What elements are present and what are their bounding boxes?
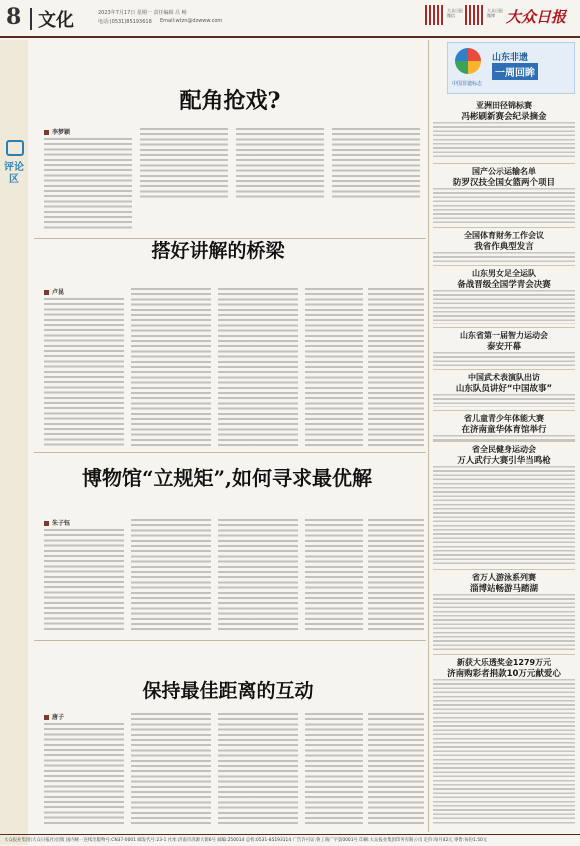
banner-subtitle: 一周回眸 [492,63,538,80]
byline-marker-icon [44,521,49,526]
news-divider [433,265,575,266]
news-subtitle: 淄博站畅游马踏湖 [469,584,538,594]
page-footer: 大众报业集团(大众日报社)出版 国内统一连续出版物号:CN37-0001 邮发代号:23-1 社址:济南市泺源大街6号 邮编:250014 总机:0531-85193114 广告许可证:鲁工商广字第0001号 印刷:大众报业集团印务有限公司 定价:每月42元 零售:每份1.50元 [0,834,580,846]
news-divider [433,163,575,164]
article-body-text [368,519,424,633]
article-byline [44,127,70,136]
news-subtitle: 备战晋级全国学青会决赛 [457,280,551,290]
article-body-text [44,298,124,446]
author-name: 李梦颖 [52,129,71,136]
page-header [0,0,580,38]
news-title: 省儿童青少年体能大赛 [464,414,544,423]
news-title: 新获大乐透奖金1279万元 [456,658,552,667]
column-divider [428,40,429,832]
news-subtitle: 山东队员讲好“中国故事” [455,384,553,394]
article-byline [44,287,64,296]
sidebar-label: 评论区 [4,162,24,185]
article-byline [44,712,64,721]
article-body-text [305,519,363,633]
news-body-text [433,188,575,224]
left-sidebar [0,40,28,845]
news-title: 亚洲田径锦标赛 [476,101,532,110]
section-title: 文化 [38,10,74,31]
qr-label-wechat: 大众日报微信 [447,8,463,18]
news-body-text [433,352,575,366]
byline-marker-icon [44,290,49,295]
news-body-text [433,594,575,651]
news-title: 中国武术表演队出访 [468,373,540,382]
news-divider [433,441,575,442]
author-name: 卢昆 [52,289,65,296]
news-body-text [433,466,575,566]
wechat-qr-icon [425,5,445,25]
article-body-text [131,713,211,827]
date-line: 2023年7月17日 星期一 责任编辑 吕 畅 [98,10,187,16]
article-body-text [131,288,211,446]
news-title: 山东省第一届智力运动会 [460,331,548,340]
article-body-text [236,128,324,200]
phone-line: 电话:(0531)85193618 [98,19,152,25]
news-subtitle: 我省作典型发言 [474,242,534,252]
email-line: Email:wtzn@dzwww.com [160,18,223,24]
article-body-text [218,288,298,446]
news-subtitle: 冯彬刷新赛会纪录摘金 [461,112,547,122]
news-title: 国产公示运输名单 [472,167,536,176]
news-body-text [433,290,575,324]
masthead-logo: 大众日报 [506,8,567,26]
article-body-text [368,713,424,827]
news-title: 省全民健身运动会 [472,445,536,454]
banner-title: 山东非遗 [492,53,529,63]
news-subtitle: 泰安开幕 [486,342,521,352]
news-divider [433,569,575,570]
banner-caption: 中国非遗标志 [452,81,483,87]
article-body-text [44,138,132,230]
news-title: 全国体育财务工作会议 [464,231,544,240]
speech-bubble-icon [6,140,24,156]
article-body-text [218,519,298,633]
article-headline: 博物馆“立规矩”,如何寻求最优解 [82,466,372,490]
article-headline: 保持最佳距离的互动 [142,680,314,702]
article-headline: 搭好讲解的桥梁 [151,240,285,262]
author-name: 唐子 [52,714,65,721]
header-divider [30,8,32,30]
article-body-text [44,529,124,633]
weibo-qr-icon [465,5,485,25]
article-divider [34,452,426,453]
news-divider [433,369,575,370]
article-body-text [218,713,298,827]
news-body-text [433,122,575,160]
heritage-logo-icon [455,48,481,74]
article-divider [34,640,426,641]
news-body-text [433,394,575,407]
byline-marker-icon [44,715,49,720]
article-body-text [332,128,420,200]
news-divider [433,327,575,328]
news-divider [433,654,575,655]
news-title: 省万人游泳系列赛 [472,573,536,582]
news-body-text [433,679,575,824]
article-body-text [305,713,363,827]
article-byline [44,518,70,527]
article-body-text [44,723,124,827]
news-title: 山东男女足全运队 [472,269,536,278]
news-divider [433,227,575,228]
byline-marker-icon [44,130,49,135]
article-body-text [131,519,211,633]
article-body-text [140,128,228,200]
news-subtitle: 万人武行大赛引华当鸣枪 [457,456,551,466]
news-divider [433,410,575,411]
news-subtitle: 防罗汉技全国女篮两个项目 [452,178,555,188]
news-subtitle: 在济南童华体育馆举行 [461,425,547,435]
qr-label-weibo: 大众日报微博 [487,8,503,18]
author-name: 朱子钰 [52,520,71,527]
news-body-text [433,252,575,262]
page-number: 8 [6,4,22,30]
article-headline: 配角抢戏? [179,88,281,114]
article-body-text [368,288,424,446]
article-body-text [305,288,363,446]
news-subtitle: 济南购彩者捐款10万元献爱心 [447,669,561,679]
